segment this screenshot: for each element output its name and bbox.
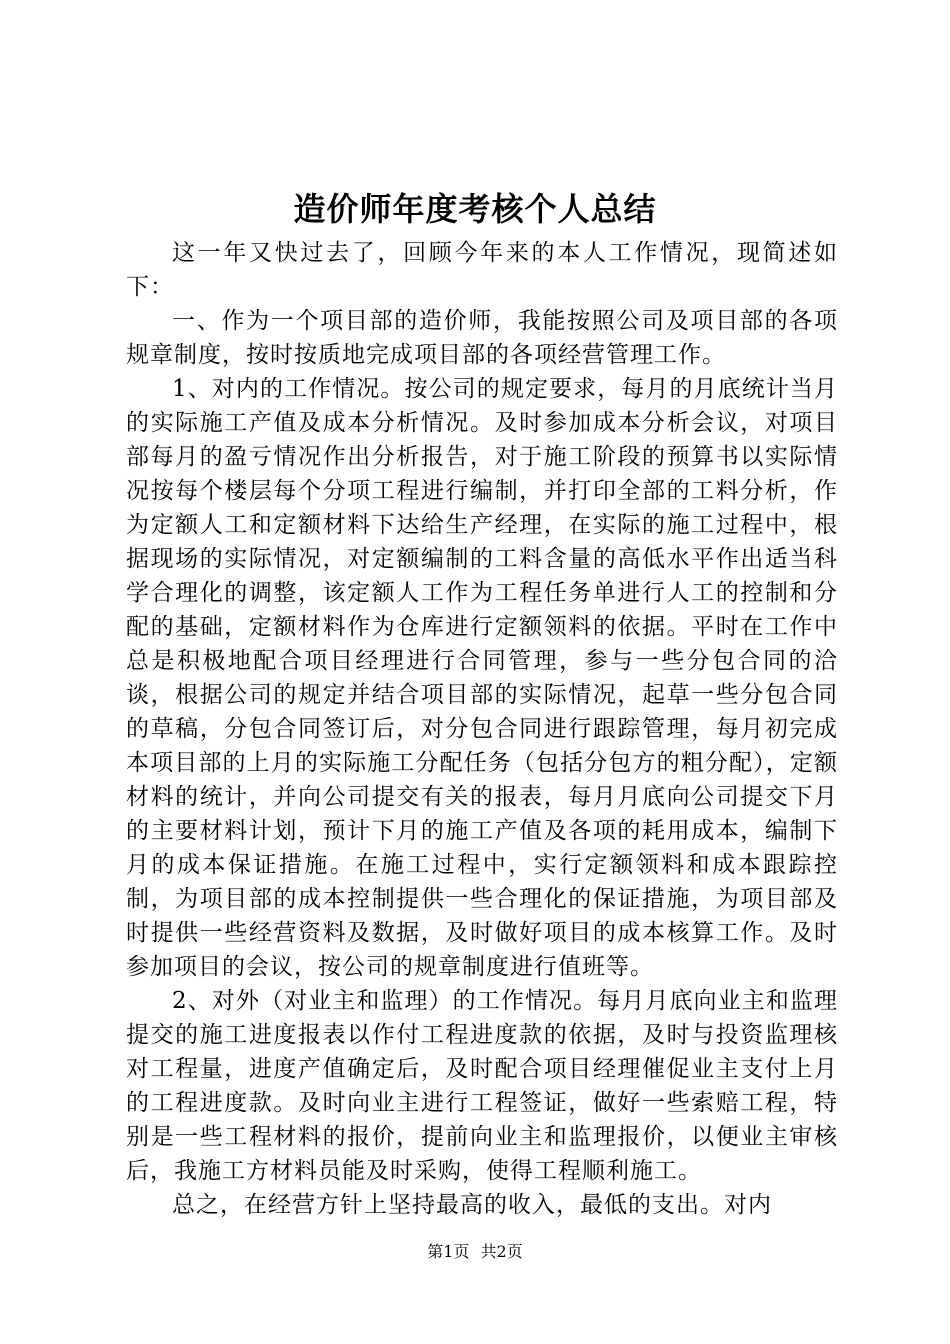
paragraph-external-work: 2、对外（对业主和监理）的工作情况。每月月底向业主和监理提交的施工进度报表以作付工程进度款的依据，及时与投资监理核对工程量，进度产值确定后，及时配合项目经理催促业主支付上月的工程进度款。及时向业主进行工程签证，做好一些索赔工程，特别是一些工程材料的报价，提前向业主和监理报价，以便业主审核后，我施工方材料员能及时采购，使得工程顺利施工。: [126, 988, 838, 1184]
paragraph-intro: 这一年又快过去了，回顾今年来的本人工作情况，现简述如下：: [126, 240, 838, 300]
paragraph-summary: 总之，在经营方针上坚持最高的收入，最低的支出。对内: [172, 1192, 772, 1218]
page-total: 共2页: [480, 1242, 523, 1261]
page-number: 第1页: [427, 1242, 470, 1261]
paragraph-internal-work: 1、对内的工作情况。按公司的规定要求，每月的月底统计当月的实际施工产值及成本分析情况。及时参加成本分析会议，对项目部每月的盈亏情况作出分析报告，对于施工阶段的预算书以实际情况按每个楼层每个分项工程进行编制，并打印全部的工料分析，作为定额人工和定额材料下达给生产经理，在实际的施工过程中，根据现场的实际情况，对定额编制的工料含量的高低水平作出适当科学合理化的调整，该定额人工作为工程任务单进行人工的控制和分配的基础，定额材料作为仓库进行定额领料的依据。平时在工作中总是积极地配合项目经理进行合同管理，参与一些分包合同的洽谈，根据公司的规定并结合项目部的实际情况，起草一些分包合同的草稿，分包合同签订后，对分包合同进行跟踪管理，每月初完成本项目部的上月的实际施工分配任务（包括分包方的粗分配），定额材料的统计，并向公司提交有关的报表，每月月底向公司提交下月的主要材料计划，预计下月的施工产值及各项的耗用成本，编制下月的成本保证措施。在施工过程中，实行定额领料和成本跟踪控制，为项目部的成本控制提供一些合理化的保证措施，为项目部及时提供一些经营资料及数据，及时做好项目的成本核算工作。及时参加项目的会议，按公司的规章制度进行值班等。: [126, 376, 838, 980]
paragraph-section-one: 一、作为一个项目部的造价师，我能按照公司及项目部的各项规章制度，按时按质地完成项目部的各项经营管理工作。: [126, 308, 838, 368]
document-body: [126, 236, 838, 1222]
page-footer: [0, 1241, 950, 1263]
document-title: 造价师年度考核个人总结: [293, 190, 657, 228]
